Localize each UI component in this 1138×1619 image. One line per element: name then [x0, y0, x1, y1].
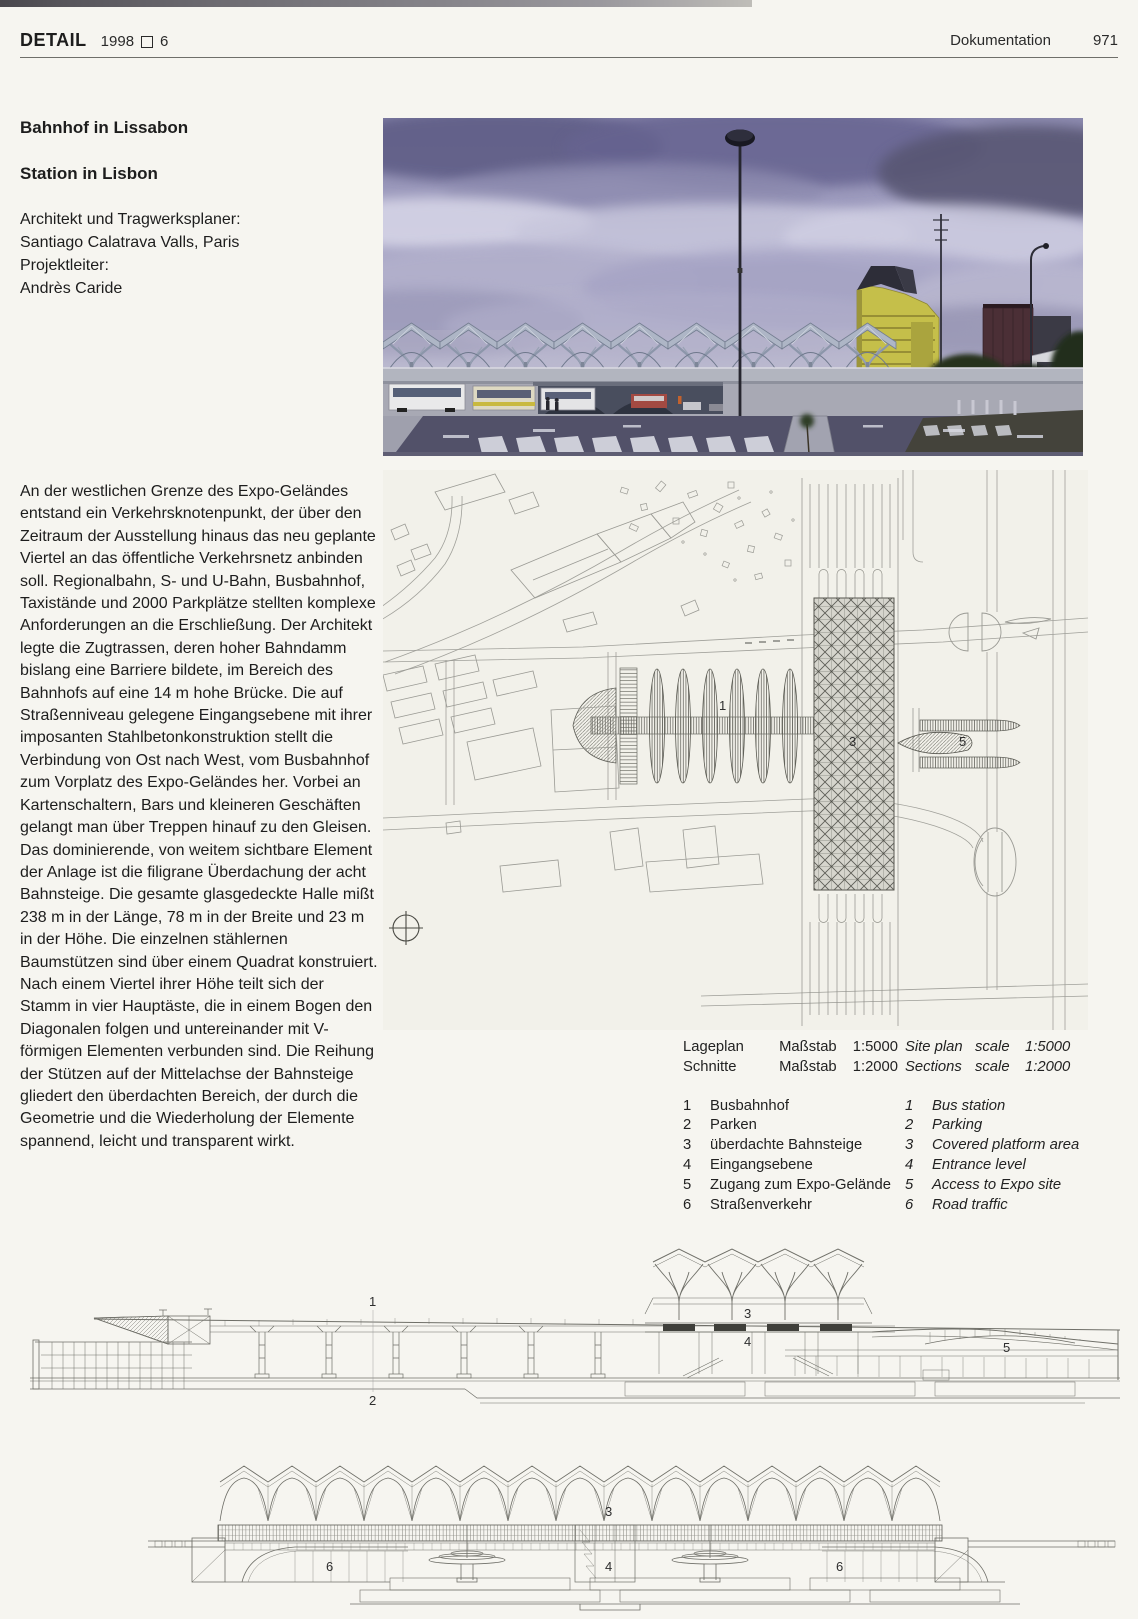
section-label-bus-station: 1: [369, 1294, 377, 1309]
page-number: 971: [1092, 32, 1118, 49]
section-label-expo-access: 5: [1003, 1340, 1011, 1355]
station-photo: [383, 118, 1083, 456]
legend-number: 6: [683, 1196, 692, 1213]
article-title-de: Bahnhof in Lissabon: [20, 118, 189, 137]
site-plan-drawing: [383, 470, 1088, 1030]
legend-text: Busbahnhof: [710, 1097, 789, 1114]
legend-number: 4: [683, 1156, 692, 1173]
legend-number: 4: [905, 1156, 914, 1173]
paragraph: An der westlichen Grenze des Expo-Geländes entstand ein Verkehrsknotenpunkt, der über den Zeitraum der Ausstellung hinaus das neu geplante Viertel an das öffentliche Verkehrsnetz anbinden soll. Regionalbahn, S- und U-Bahn, Busbahnhof, Taxistände und 2000 Parkplätze stellten komplexe Anforderungen an die Erschließung. Der Architekt legte die Zugtrassen, deren hoher Bahndamm bislang eine Barriere bildete, im Bereich des Bahnhofs auf eine 14 m hohe Brücke. Die auf Straßenniveau gelegene Eingangsebene mit ihrer imposanten Stahlbetonkonstruktion stellt die Verbindung von Ost nach West, vom Busbahnhof zum Vorplatz des Expo-Geländes her. Vorbei an Kartenschaltern, Bars und kleineren Geschäften gelangt man über Treppen hinauf zu den Gleisen.: [20, 483, 376, 837]
section-label-entrance-level: 4: [744, 1334, 752, 1349]
article-title-en: Station in Lisbon: [20, 164, 158, 183]
section-name: Dokumentation: [950, 32, 1051, 49]
issue-box-icon: [141, 36, 153, 48]
clouds: [383, 118, 1083, 361]
page-top-print-edge: [0, 0, 752, 7]
article-body: [20, 481, 378, 1153]
section-label-covered-platforms: 3: [744, 1306, 752, 1321]
scale-value: 1:2000: [1025, 1058, 1071, 1075]
legend-number: 2: [905, 1117, 914, 1134]
scale-value: 1:2000: [852, 1058, 898, 1075]
legend-text: Parken: [710, 1117, 757, 1134]
scale-word: Maßstab: [779, 1058, 837, 1075]
header-rule: [20, 57, 1118, 58]
page-header-left: [20, 30, 168, 51]
legend-number: 6: [905, 1196, 914, 1213]
legend-number: 5: [905, 1176, 914, 1193]
section-label-covered-platforms: 3: [605, 1504, 613, 1519]
plan-label-expo-access: 5: [959, 734, 967, 749]
legend-text: Straßenverkehr: [710, 1196, 812, 1213]
legend-text: Covered platform area: [932, 1137, 1080, 1154]
issue-number: 6: [160, 33, 169, 50]
legend-number: 2: [683, 1117, 692, 1134]
scale-word: scale: [975, 1039, 1010, 1055]
magazine-logo: DETAIL: [20, 30, 87, 50]
plan-label-bus-station: 1: [719, 698, 727, 713]
legend-text: Bus station: [932, 1097, 1006, 1114]
street-lamp-head: [1043, 243, 1049, 249]
legend-text: Entrance level: [932, 1156, 1026, 1173]
scale-value: 1:5000: [852, 1039, 898, 1055]
scale-word: scale: [975, 1058, 1010, 1075]
legend-number: 5: [683, 1176, 692, 1193]
legend-english: [905, 1038, 1130, 1215]
scale-label: Schnitte: [683, 1058, 737, 1075]
legend-german: [683, 1038, 898, 1215]
credit-line: Architekt und Tragwerksplaner:: [20, 211, 241, 228]
credits-block: [20, 208, 241, 300]
issue-info: [101, 33, 169, 50]
section-label-entrance-level: 4: [605, 1559, 613, 1574]
plan-label-covered-platforms: 3: [849, 734, 857, 749]
legend-number: 1: [683, 1097, 692, 1114]
road: [383, 410, 1083, 456]
legend-number: 3: [683, 1137, 692, 1154]
scale-value: 1:5000: [1025, 1039, 1071, 1055]
section-label-road-left: 6: [326, 1559, 334, 1574]
cross-section-drawing: [30, 1430, 1120, 1615]
scale-label: Site plan: [905, 1039, 963, 1055]
legend-text: überdachte Bahnsteige: [710, 1137, 863, 1154]
scale-word: Maßstab: [779, 1039, 837, 1055]
credit-line: Santiago Calatrava Valls, Paris: [20, 234, 240, 251]
credit-line: Projektleiter:: [20, 257, 109, 274]
legend-number: 3: [905, 1137, 914, 1154]
scale-label: Lageplan: [683, 1039, 744, 1055]
paragraph: Das dominierende, von weitem sichtbare Element der Anlage ist die filigrane Überdachung der acht Bahnsteige. Die gesamte glasgedeckte Halle mißt 238 m in der Länge, 78 m in der Breite und 23 m in der Höhe. Die einzelnen stählernen Baumstützen sind über einem Quadrat konstruiert. Nach einem Viertel ihrer Höhe teilt sich der Stamm in vier Hauptäste, die in einem Bogen den Diagonalen folgen und untereinander mit V-förmigen Elementen verbunden sind. Die Reihung der Stützen auf der Mittelachse der Bahnsteige gliedert den überdachten Bereich, der durch die Geometrie und die Wiederholung der Elemente spannend, leicht und transparent wirkt.: [20, 841, 378, 1150]
legend-text: Eingangsebene: [710, 1156, 813, 1173]
legend-text: Zugang zum Expo-Gelände: [710, 1176, 891, 1193]
legend-text: Road traffic: [932, 1196, 1008, 1213]
legend-text: Access to Expo site: [932, 1176, 1062, 1193]
legend-text: Parking: [932, 1117, 983, 1134]
section-label-parking: 2: [369, 1393, 377, 1408]
credit-line: Andrès Caride: [20, 280, 123, 297]
legend-number: 1: [905, 1097, 914, 1114]
viaduct-deck: [383, 368, 1083, 384]
issue-year: 1998: [100, 33, 135, 50]
section-label-road-right: 6: [836, 1559, 844, 1574]
page-header-right: [950, 32, 1118, 49]
scale-label: Sections: [905, 1058, 962, 1075]
longitudinal-section-drawing: [25, 1240, 1125, 1410]
